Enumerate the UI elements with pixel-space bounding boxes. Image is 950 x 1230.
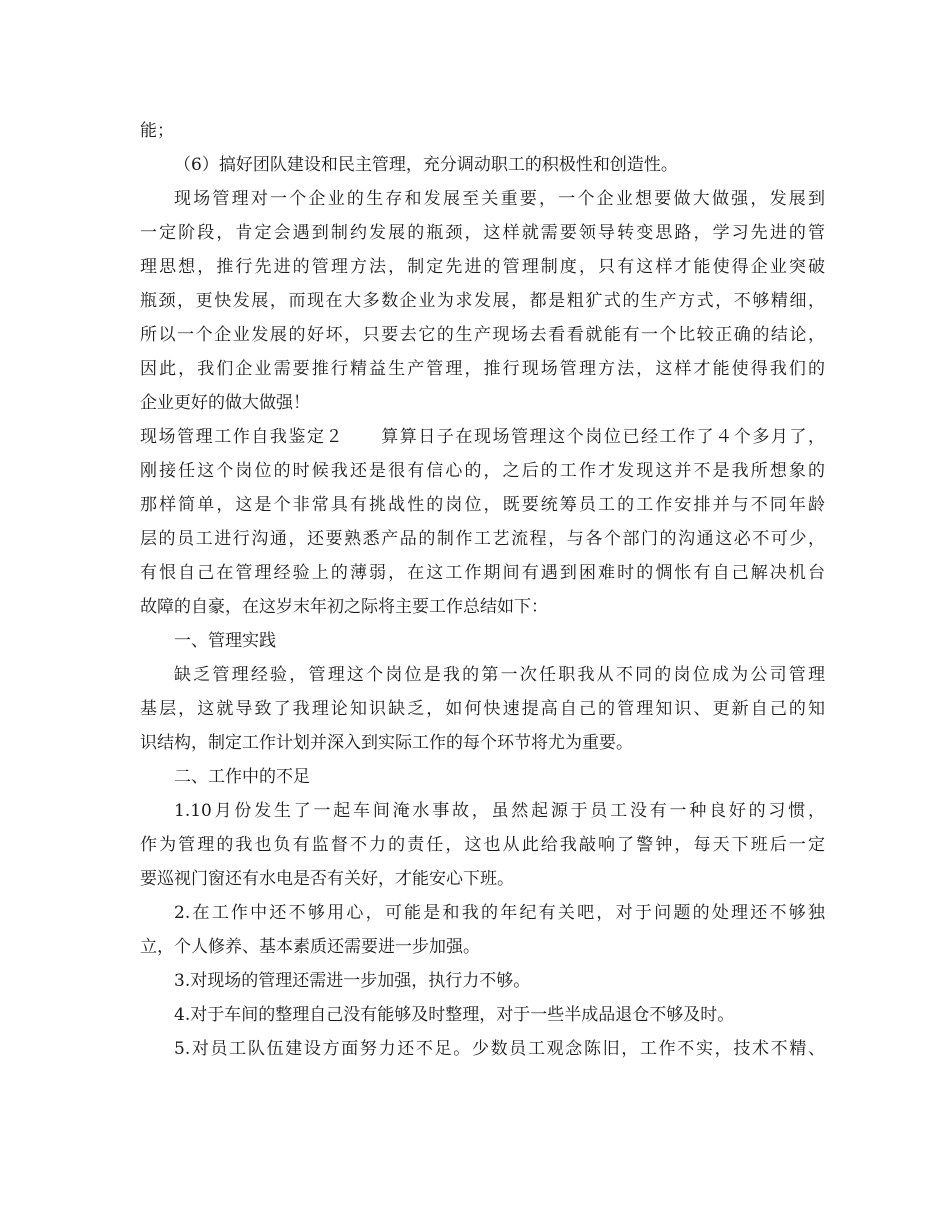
list-item-line: 要巡视门窗还有水电是否有关好，才能安心下班。 <box>140 869 514 889</box>
paragraph-line: 瓶颈，更快发展，而现在大多数企业为求发展，都是粗犷式的生产方式，不够精细， <box>140 291 825 311</box>
paragraph-line: 因此，我们企业需要推行精益生产管理，推行现场管理方法，这样才能使得我们的 <box>140 359 825 379</box>
paragraph-line: 企业更好的做大做强！ <box>140 393 310 413</box>
list-item-line: 3.对现场的管理还需进一步加强，执行力不够。 <box>174 971 531 991</box>
list-item-line: 立，个人修养、基本素质还需要进一步加强。 <box>140 937 480 957</box>
paragraph-line: 刚接任这个岗位的时候我还是很有信心的，之后的工作才发现这并不是我所想象的 <box>140 461 825 481</box>
paragraph-line: 那样简单，这是个非常具有挑战性的岗位，既要统筹员工的工作安排并与不同年龄 <box>140 495 825 515</box>
list-item-line: 5.对员工队伍建设方面努力还不足。少数员工观念陈旧，工作不实，技术不精、 <box>174 1039 825 1059</box>
paragraph-line: 一定阶段，肯定会遇到制约发展的瓶颈，这样就需要领导转变思路，学习先进的管 <box>140 223 825 243</box>
paragraph-line: 层的员工进行沟通，还要熟悉产品的制作工艺流程，与各个部门的沟通这必不可少， <box>140 529 825 549</box>
paragraph-line: 理思想，推行先进的管理方法，制定先进的管理制度，只有这样才能使得企业突破 <box>140 257 825 277</box>
paragraph-line: 现场管理对一个企业的生存和发展至关重要，一个企业想要做大做强，发展到 <box>174 189 825 209</box>
paragraph-line: 识结构，制定工作计划并深入到实际工作的每个环节将尤为重要。 <box>140 733 633 753</box>
subheading-management-practice: 一、管理实践 <box>174 631 276 651</box>
paragraph-line: 基层，这就导致了我理论知识缺乏，如何快速提高自己的管理知识、更新自己的知 <box>140 699 825 719</box>
list-item-line: 1.10月份发生了一起车间淹水事故，虽然起源于员工没有一种良好的习惯， <box>174 801 825 821</box>
paragraph-line: （6）搞好团队建设和民主管理，充分调动职工的积极性和创造性。 <box>174 155 678 175</box>
subheading-shortcomings: 二、工作中的不足 <box>174 767 310 787</box>
list-item-line: 4.对于车间的整理自己没有能够及时整理，对于一些半成品退仓不够及时。 <box>174 1005 735 1025</box>
paragraph-line: 故障的自豪，在这岁末年初之际将主要工作总结如下： <box>140 597 548 617</box>
paragraph-line: 缺乏管理经验，管理这个岗位是我的第一次任职我从不同的岗位成为公司管理 <box>174 665 825 685</box>
paragraph-line: 有恨自己在管理经验上的薄弱，在这工作期间有遇到困难时的惆怅有自己解决机台 <box>140 563 825 583</box>
list-item-line: 作为管理的我也负有监督不力的责任，这也从此给我敲响了警钟，每天下班后一定 <box>140 835 825 855</box>
section-heading-line: 现场管理工作自我鉴定２ 算算日子在现场管理这个岗位已经工作了４个多月了， <box>140 427 825 447</box>
list-item-line: 2.在工作中还不够用心，可能是和我的年纪有关吧，对于问题的处理还不够独 <box>174 903 825 923</box>
paragraph-line: 所以一个企业发展的好坏，只要去它的生产现场去看看就能有一个比较正确的结论， <box>140 325 825 345</box>
paragraph-line: 能； <box>140 121 174 141</box>
